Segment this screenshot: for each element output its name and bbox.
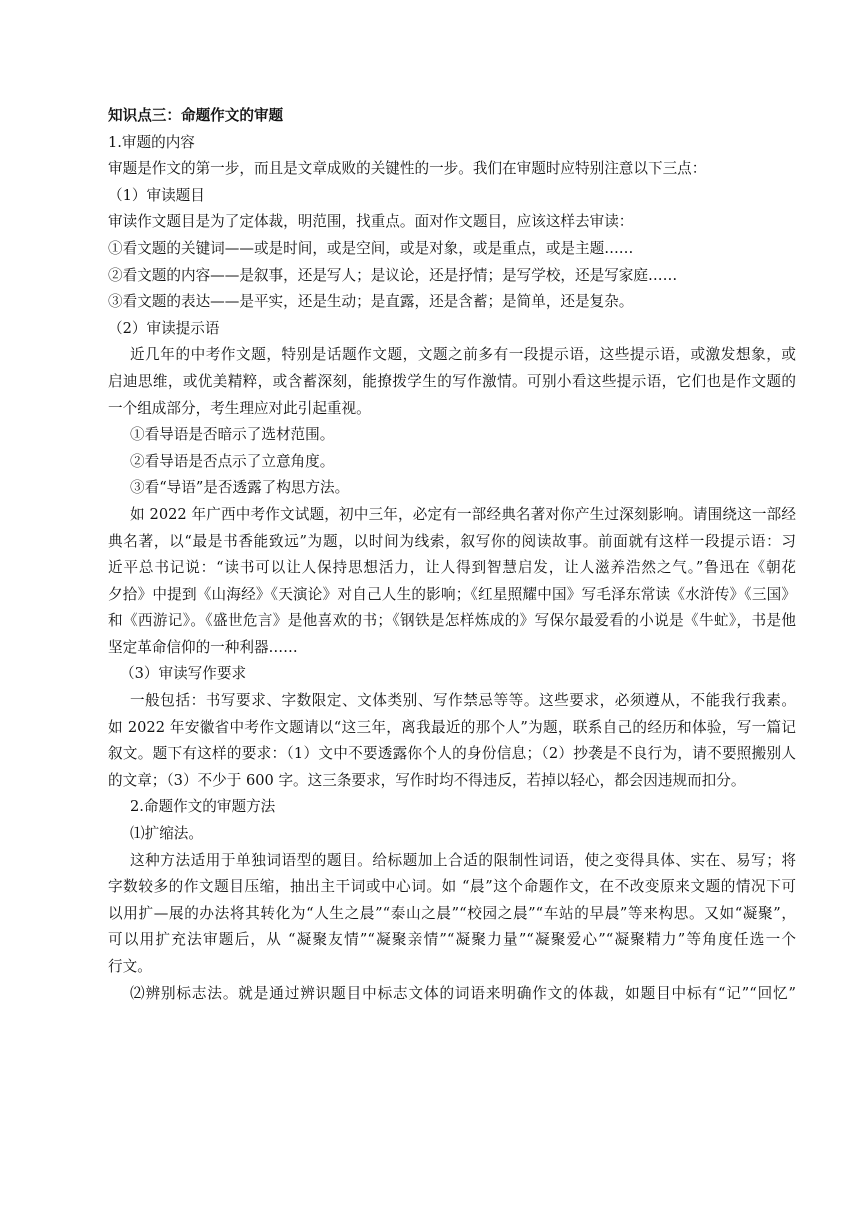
section-heading: 知识点三：命题作文的审题 (108, 107, 284, 124)
list-item: ②看文题的内容——是叙事，还是写人；是议论，还是抒情；是写学校，还是写家庭…… (108, 266, 678, 284)
list-item: ③看“导语”是否透露了构思方法。 (130, 479, 350, 497)
paragraph-line: 可以用扩充法审题后，从 “凝聚友情”“凝聚亲情”“凝聚力量”“凝聚爱心”“凝聚精力”等角度任选一个 (108, 931, 796, 949)
paragraph-line: 字数较多的作文题目压缩，抽出主干词或中心词。如 “晨”这个命题作文，在不改变原来文题的情况下可 (108, 878, 796, 896)
list-item: ③看文题的表达——是平实，还是生动；是直露，还是含蓄；是简单，还是复杂。 (108, 293, 634, 311)
paragraph-line: 近平总书记说：“读书可以让人保持思想活力，让人得到智慧启发，让人滋养浩然之气。”鲁迅在《朝花 (108, 559, 796, 577)
paragraph-line: 这种方法适用于单独词语型的题目。给标题加上合适的限制性词语，使之变得具体、实在、易写；将 (130, 851, 796, 869)
subsection-heading: 2.命题作文的审题方法 (130, 798, 276, 816)
paragraph-line: 坚定革命信仰的一种利器…… (108, 638, 298, 656)
paragraph-line: ⑵辨别标志法。就是通过辨识题目中标志文体的词语来明确作文的体裁，如题目中标有“记”“回忆” (130, 984, 796, 1002)
item-heading: （1）审读题目 (108, 186, 205, 204)
paragraph-line: 启迪思维，或优美精粹，或含蓄深刻，能撩拨学生的写作激情。可别小看这些提示语，它们也是作文题的 (108, 372, 796, 390)
list-item: ①看文题的关键词——或是时间，或是空间，或是对象，或是重点，或是主题…… (108, 239, 634, 257)
item-heading: （3）审读写作要求 (120, 665, 247, 683)
paragraph-line: 夕拾》中提到《山海经》《天演论》对自己人生的影响；《红星照耀中国》写毛泽东常读《水浒传》《三国》 (108, 585, 796, 603)
paragraph-line: 的文章；（3）不少于 600 字。这三条要求，写作时均不得违反，若掉以轻心，都会因违规而扣分。 (108, 771, 746, 789)
paragraph-line: 近几年的中考作文题，特别是话题作文题，文题之前多有一段提示语，这些提示语，或激发想象，或 (130, 346, 796, 364)
paragraph-line: 行文。 (108, 958, 152, 975)
paragraph-line: 和《西游记》。《盛世危言》是他喜欢的书；《钢铁是怎样炼成的》写保尔最爱看的小说是《牛虻》，书是他 (108, 612, 796, 630)
item-heading: ⑴扩缩法。 (130, 825, 203, 843)
document-body (108, 103, 796, 1007)
subsection-heading: 1.审题的内容 (108, 133, 195, 151)
paragraph-line: 叙文。题下有这样的要求：（1）文中不要透露你个人的身份信息；（2）抄袭是不良行为，请不要照搬别人 (108, 745, 796, 763)
paragraph-line: 一个组成部分，考生理应对此引起重视。 (108, 399, 371, 417)
paragraph-line: 审读作文题目是为了定体裁，明范围，找重点。面对作文题目，应该这样去审读： (108, 213, 634, 231)
paragraph-line: 审题是作文的第一步，而且是文章成败的关键性的一步。我们在审题时应特别注意以下三点： (108, 160, 707, 178)
item-heading: （2）审读提示语 (108, 319, 220, 337)
paragraph-line: 一般包括：书写要求、字数限定、文体类别、写作禁忌等等。这些要求，必须遵从，不能我行我素。 (130, 692, 796, 710)
list-item: ①看导语是否暗示了选材范围。 (130, 426, 335, 444)
paragraph-line: 典名著，以“最是书香能致远”为题，以时间为线索，叙写你的阅读故事。前面就有这样一段提示语：习 (108, 532, 796, 550)
paragraph-line: 如 2022 年广西中考作文试题，初中三年，必定有一部经典名著对你产生过深刻影响。请围绕这一部经 (130, 505, 796, 523)
paragraph-line: 如 2022 年安徽省中考作文题请以“这三年，离我最近的那个人”为题，联系自己的经历和体验，写一篇记 (108, 718, 796, 736)
paragraph-line: 以用扩—展的办法将其转化为“人生之晨”“泰山之晨”“校园之晨”“车站的早晨”等来构思。又如“凝聚”， (108, 904, 796, 922)
list-item: ②看导语是否点示了立意角度。 (130, 452, 335, 470)
